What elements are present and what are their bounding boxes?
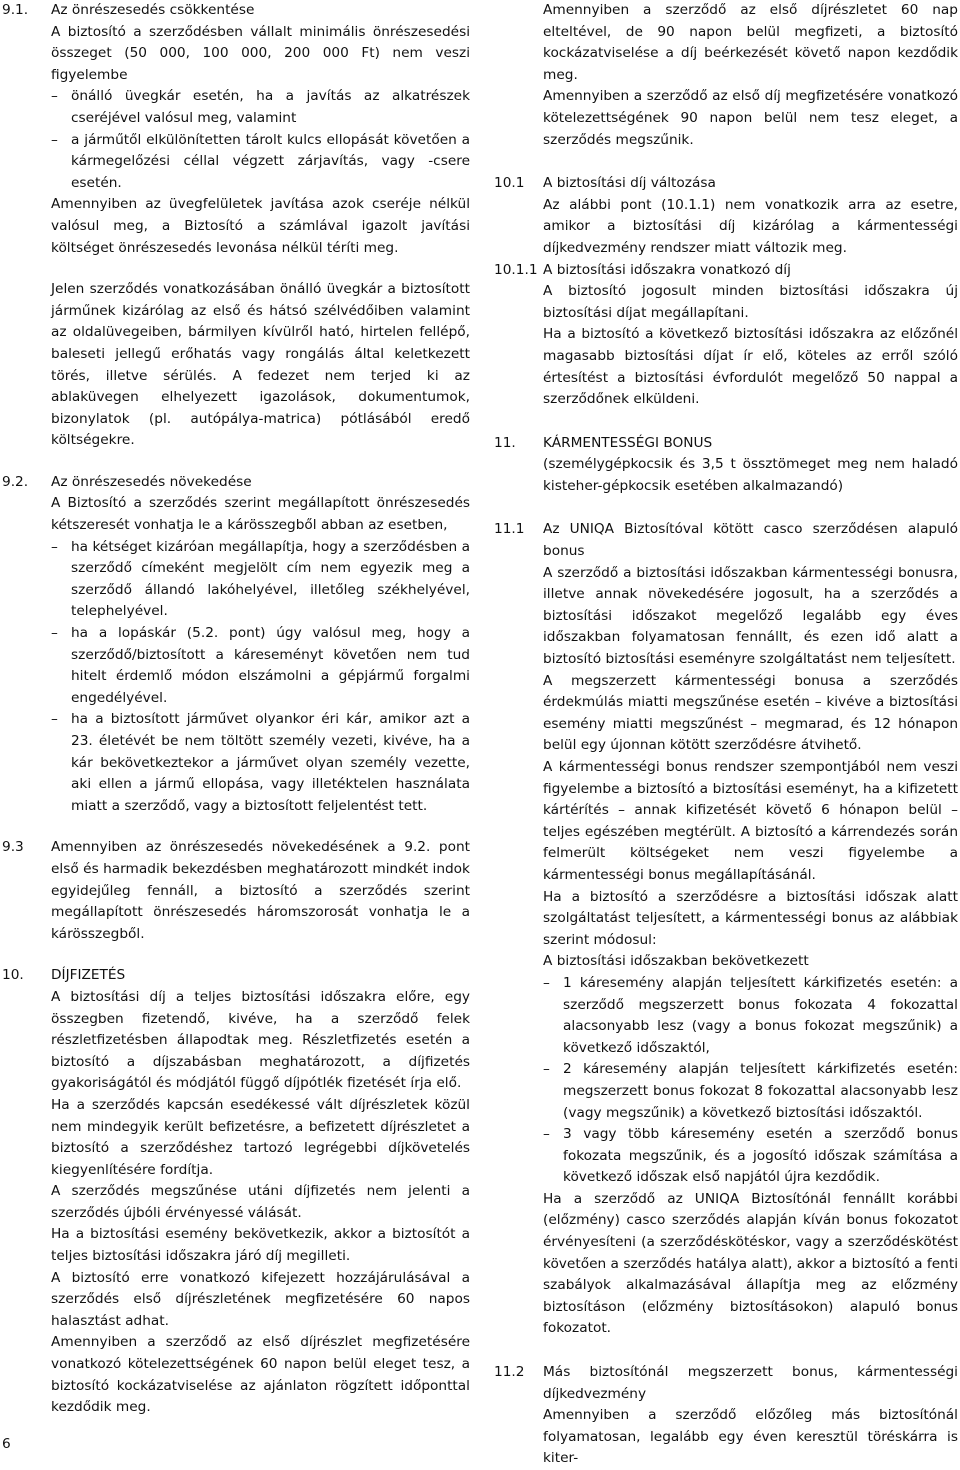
dash-item xyxy=(51,709,470,817)
paragraph: A biztosító erre vonatkozó kifejezett hozzájárulásával a szerződés első díjrészletének megfizetésére 60 napos halasztást adhat. xyxy=(51,1269,470,1329)
section-title: A biztosítási díj változása xyxy=(543,175,716,192)
dash-bullet: – xyxy=(543,1061,550,1078)
paragraph: A szerződő a biztosítási időszakban kármentességi bonusra, illetve annak növekedésére jogosult, ha a szerződés a biztosítási időszakot megelőző legalább egy éves időszakban folyamatosan fennállt, és ezen idő alatt a biztosító biztosítási eseményre szolgáltatást nem teljesített. xyxy=(543,564,958,668)
paragraph: Amennyiben az üvegfelületek javítása azok cseréje nélkül valósul meg, a Biztosító a számlával igazolt javítási költséget önrészesedés levonása nélkül téríti meg. xyxy=(51,196,470,256)
paragraph: Ha a biztosítási esemény bekövetkezik, akkor a biztosítót a teljes biztosítási időszakra járó díj megilleti. xyxy=(51,1226,470,1265)
dash-item xyxy=(51,537,470,623)
section-number: 10.1.1 xyxy=(494,261,538,278)
section-title: Az önrészesedés csökkentése xyxy=(51,2,255,18)
section-number: 9.2. xyxy=(2,473,29,490)
paragraph: Amennyiben a szerződő az első díjrészlet megfizetésére vonatkozó kötelezettségének 60 napon belül eleget tesz, a biztosító kockázatviselése az ajánlaton rögzített időponttal kezdődik meg. xyxy=(51,1334,470,1416)
section-10-1 xyxy=(492,173,958,259)
section-number: 10. xyxy=(2,967,24,984)
paragraph: A biztosítási díj a teljes biztosítási időszakra előre, egy összegben fizetendő, kivéve, ha a szerződő felek részletfizetésben állapodtak meg. Részletfizetés esetén a biztosító a díjszabásban meghatározott, a díjfizetés gyakoriságától és módjától függő díjpótlék fizetését írja elő. xyxy=(51,988,470,1092)
paragraph: Amennyiben a szerződő az első díj megfizetésére vonatkozó kötelezettségének 90 napon belül nem tesz eleget, a szerződés megszűnik. xyxy=(543,88,958,148)
dash-bullet: – xyxy=(51,88,58,105)
dash-bullet: – xyxy=(51,538,58,555)
paragraph: Jelen szerződés vonatkozásában önálló üvegkár a biztosított járműnek kizárólag az első és hátsó szélvédőiben valamint az oldalüvegeiben, bármilyen kívülről ható, hirtelen fellépő, baleseti jellegű erőhatás vagy rongálás által keletkezett törés, illetve sérülés. A fedezet nem terjed ki az ablaküvegen elhelyezett igazolások, dokumentumok, bizonylatok (pl. autópálya-matrica) pótlásából eredő költségekre. xyxy=(51,281,470,449)
paragraph: Amennyiben a szerződő az első díjrészletet 60 nap elteltével, de 90 napon belül megfizeti, a biztosító kockázatviselése a díj beérkezését követő napon kezdődik meg. xyxy=(543,2,958,83)
section-title: DÍJFIZETÉS xyxy=(51,967,126,984)
section-number: 11.2 xyxy=(494,1364,525,1381)
dash-item-text: 2 káresemény alapján teljesített kárkifizetés esetén: megszerzett bonus fokozat 8 fokozattal alacsonyabb lesz (vagy megszűnik) a következő biztosítási időszaktól. xyxy=(563,1061,958,1121)
section-11-1 xyxy=(492,519,958,1340)
dash-item xyxy=(51,130,470,195)
dash-bullet: – xyxy=(543,1126,550,1143)
paragraph: Az alábbi pont (10.1.1) nem vonatkozik arra az esetre, amikor a biztosítási díj kizárólag a kármentességi díjkedvezmény rendszer miatt változik meg. xyxy=(543,196,958,256)
paragraph: A Biztosító a szerződés szerint megállapított önrészesedés kétszeresét vonhatja le a kárösszegből abban az esetben, xyxy=(51,495,470,534)
dash-item-text: önálló üvegkár esetén, ha a javítás az alkatrészek cseréjével valósul meg, valamint xyxy=(71,88,470,126)
section-9-2 xyxy=(0,472,470,818)
dash-item xyxy=(51,623,470,709)
section-10-continued xyxy=(492,0,958,151)
dash-item-text: 1 káresemény alapján teljesített kárkifizetés esetén: a szerződő megszerzett bonus fokozata 4 fokozattal alacsonyabb lesz (vagy a bonus fokozat megszűnik) a következő időszaktól, xyxy=(563,974,958,1056)
paragraph: Ha a szerződő az UNIQA Biztosítónál fennállt korábbi (előzmény) casco szerződés alapján kíván bonus fokozatot érvényesíteni (a szerződéskötéskor, vagy a szerződéskötést követően a szerződés hatálya alatt), akkor a biztosító a fenti szabályok alkalmazásával állapítja meg az előzmény biztosításon (előzmény biztosításokon) alapuló bonus fokozatot. xyxy=(543,1190,958,1337)
paragraph: Ha a biztosító a következő biztosítási időszakra az előzőnél magasabb biztosítási díjat ír elő, köteles az erről szóló értesítést a biztosítási évfordulót megelőző 50 nappal a szerződőnek elküldeni. xyxy=(543,326,958,408)
page-number: 6 xyxy=(2,1436,11,1452)
paragraph: A megszerzett kármentességi bonusa a szerződés érdekmúlás miatti megszűnése esetén – kivéve a biztosítási esemény miatti megszűnést – megmarad, és 12 hónapon belül egy újonnan kötött szerződésre átvihető. xyxy=(543,672,958,754)
dash-bullet: – xyxy=(51,131,58,148)
right-column xyxy=(492,0,958,1470)
dash-bullet: – xyxy=(51,711,58,728)
dash-item-text: 3 vagy több káresemény esetén a szerződő bonus fokozata megszűnik, és a jogosító időszak számítása a következő időszak első napjától újra kezdődik. xyxy=(563,1126,958,1186)
section-title: Az önrészesedés növekedése xyxy=(51,473,252,490)
section-title: Más biztosítónál megszerzett bonus, kármentességi díjkedvezmény xyxy=(543,1364,958,1402)
section-number: 9.1. xyxy=(2,2,29,18)
paragraph: A biztosítási időszakban bekövetkezett xyxy=(543,953,809,970)
section-11 xyxy=(492,433,958,498)
paragraph: A kármentességi bonus rendszer szempontjából nem veszi figyelembe a biztosító a biztosítási eseményt, ha a kifizetett kártérítés – annak kifizetését követő 6 hónapon belül – teljes egészében megtérült. A biztosító a kárrendezés során felmerült költségeket nem veszi figyelembe a kármentességi bonus megállapításánál. xyxy=(543,759,958,883)
paragraph: A szerződés megszűnése utáni díjfizetés nem jelenti a szerződés újbóli érvényessé válását. xyxy=(51,1183,470,1221)
section-9-3 xyxy=(0,837,470,945)
paragraph: Ha a biztosító a szerződésre a biztosítási időszak alatt szolgáltatást teljesített, a kármentességi bonus az alábbiak szerint módosul: xyxy=(543,888,958,948)
section-10 xyxy=(0,965,470,1418)
section-11-2 xyxy=(492,1362,958,1470)
dash-bullet: – xyxy=(51,625,58,642)
section-title: Az UNIQA Biztosítóval kötött casco szerződésen alapuló bonus xyxy=(543,521,958,560)
paragraph: Amennyiben az önrészesedés növekedésének a 9.2. pont első és harmadik bekezdésben meghatározott mindkét indok egyidejűleg fennáll, a biztosító a szerződés szerint megállapított önrészesedés háromszorosát vonhatja le a kárösszegből. xyxy=(51,839,470,942)
section-number: 11.1 xyxy=(494,521,525,538)
paragraph: Amennyiben a szerződő előzőleg más biztosítónál folyamatosan, legalább egy éven keresztül töréskárra is kiter- xyxy=(543,1407,958,1467)
section-number: 9.3 xyxy=(2,839,24,856)
section-subtitle: (személygépkocsik és 3,5 t össztömeget meg nem haladó kisteher-gépkocsik esetében alkalmazandó) xyxy=(543,456,958,494)
dash-item xyxy=(543,1124,958,1189)
dash-item-text: ha a biztosított járművet olyankor éri kár, amikor azt a 23. életévét be nem töltött személy vezeti, kivéve, ha a kár bekövetkeztekor a járművet olyan személy vezette, aki ellen a jármű ellopása, vagy illetéktelen használata miatt a szerződő, vagy a biztosított feljelentést tett. xyxy=(71,711,470,814)
section-10-1-1 xyxy=(492,260,958,411)
dash-item-text: a járműtől elkülönítetten tárolt kulcs ellopását követően a kármegelőzési céllal végzett zárjavítás, vagy -csere esetén. xyxy=(71,131,470,191)
section-title: KÁRMENTESSÉGI BONUS xyxy=(543,434,713,451)
section-number: 11. xyxy=(494,434,516,451)
dash-item-text: ha a lopáskár (5.2. pont) úgy valósul meg, hogy a szerződő/biztosított a káreseményt követően nem tud hitelt érdemlő módon elszámolni a gépjármű forgalmi engedélyével. xyxy=(71,625,470,706)
section-title: A biztosítási időszakra vonatkozó díj xyxy=(543,261,791,278)
paragraph: Ha a szerződés kapcsán esedékessé vált díjrészletek közül nem mindegyik került befizetésre, a befizetett díjrészletet a biztosító a szerződéshez tartozó legrégebbi díjkövetelés kiegyenlítésére fordítja. xyxy=(51,1096,470,1178)
dash-item xyxy=(543,973,958,1059)
dash-item xyxy=(51,86,470,129)
left-column xyxy=(0,0,470,1419)
dash-bullet: – xyxy=(543,974,550,991)
dash-item xyxy=(543,1059,958,1124)
dash-item-text: ha kétséget kizáróan megállapítja, hogy a szerződésben a szerződő címeként megjelölt cím nem egyezik meg a szerződő állandó lakóhelyével, illetőleg székhelyével, telephelyével. xyxy=(71,538,470,620)
section-9-1 xyxy=(0,0,470,452)
section-number: 10.1 xyxy=(494,175,525,192)
paragraph: A biztosító a szerződésben vállalt minimális önrészesedési összeget (50 000, 100 000, 200 000 Ft) nem veszi figyelembe xyxy=(51,23,470,83)
paragraph: A biztosító jogosult minden biztosítási időszakra új biztosítási díjat megállapítani. xyxy=(543,283,958,321)
